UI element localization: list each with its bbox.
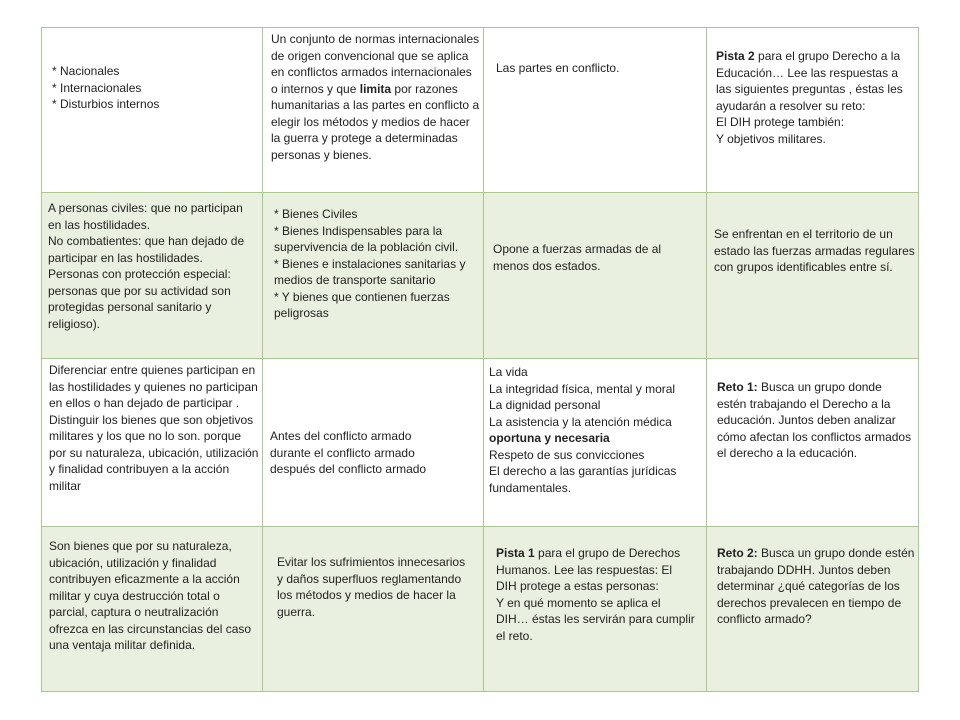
cell-text: Son bienes que por su naturaleza, ubicación, utilización y finalidad contribuyen eficazmente a la acción militar y cuya destrucción total o parcial, captura o neutralización ofrezca en las circunstancias del caso una ventaja militar definida.	[49, 539, 252, 652]
text-run: Busca un grupo donde estén trabajando el Derecho a la educación. Juntos deben analizar cómo afectan los conflictos armados el derecho a la educación.	[717, 380, 912, 460]
table-cell	[706, 192, 919, 359]
cell-text	[716, 48, 916, 147]
text-run: para el grupo Derecho a la Educación… Lee las respuestas a las siguientes preguntas , éstas les ayudarán a resolver su reto: El DIH protege también: Y objetivos militares.	[716, 49, 903, 146]
text-run: por razones humanitarias a las partes en conflicto a elegir los métodos y medios de hacer la guerra y protege a determinadas personas y bienes.	[271, 81, 480, 162]
table-cell	[262, 192, 484, 359]
cell-text: Antes del conflicto armado durante el conflicto armado después del conflicto armado	[270, 429, 427, 476]
text-run: para el grupo de Derechos Humanos. Lee las respuestas: El DIH protege a estas personas: Y en qué momento se aplica el DIH… éstas les servirán para cumplir el reto.	[496, 546, 695, 643]
cell-text: Diferenciar entre quienes participan en las hostilidades y quienes no participan en ellos o han dejado de participar . Distinguir los bienes que son objetivos militares y los que no lo son. porque por su naturaleza, ubicación, utilización y finalidad contribuyen a la acción militar	[49, 363, 259, 493]
cell-text	[489, 364, 701, 496]
table-cell	[483, 358, 707, 527]
content-table	[41, 27, 919, 692]
table-cell	[41, 192, 263, 359]
bold-text: Reto 2:	[717, 546, 758, 560]
text-run: Busca un grupo donde estén trabajando DDHH. Juntos deben determinar ¿qué categorías de los derechos prevalecen en tiempo de conflicto armado?	[717, 546, 915, 626]
cell-text: A personas civiles: que no participan en las hostilidades. No combatientes: que han dejado de participar en las hostilidades. Personas con protección especial: personas que por su actividad son protegidas personal sanitario y religioso).	[48, 201, 245, 331]
table-cell	[483, 27, 707, 193]
table-cell	[41, 358, 263, 527]
cell-text: * Bienes Civiles * Bienes Indispensables para la supervivencia de la población civil. * Bienes e instalaciones sanitarias y medios de transporte sanitario * Y bienes que contienen fuerzas peligrosas	[274, 207, 466, 320]
cell-text	[496, 545, 696, 644]
bold-text: Pista 1	[496, 546, 535, 560]
table-cell	[262, 27, 484, 193]
text-run: Respeto de sus convicciones El derecho a las garantías jurídicas fundamentales.	[489, 447, 677, 495]
bold-text: Reto 1:	[717, 380, 758, 394]
cell-text: Las partes en conflicto.	[496, 61, 620, 75]
bold-text: Pista 2	[716, 49, 755, 63]
cell-text: Opone a fuerzas armadas de al menos dos estados.	[493, 242, 662, 273]
table-cell	[262, 526, 484, 692]
table-cell	[706, 526, 919, 692]
table-cell	[706, 27, 919, 193]
cell-text	[271, 31, 481, 163]
cell-text: Se enfrentan en el territorio de un estado las fuerzas armadas regulares con grupos identificables entre sí.	[714, 227, 915, 274]
bold-text: oportuna y necesaria	[489, 431, 610, 445]
cell-text	[717, 379, 913, 462]
text-run: La vida La integridad física, mental y moral La dignidad personal La asistencia y la atención médica	[489, 365, 676, 429]
table-cell	[262, 358, 484, 527]
table-cell	[41, 526, 263, 692]
table-cell	[483, 192, 707, 359]
cell-text	[717, 545, 915, 628]
cell-text: * Nacionales * Internacionales * Disturbios internos	[52, 64, 160, 111]
table-cell	[706, 358, 919, 527]
bold-text: limita	[359, 81, 392, 96]
table-cell	[483, 526, 707, 692]
text-run: Un conjunto de normas internacionales de origen convencional que se aplica en conflictos armados internacionales o internos y que	[271, 32, 480, 96]
table-cell	[41, 27, 263, 193]
cell-text: Evitar los sufrimientos innecesarios y daños superfluos reglamentando los métodos y medios de hacer la guerra.	[277, 555, 466, 619]
